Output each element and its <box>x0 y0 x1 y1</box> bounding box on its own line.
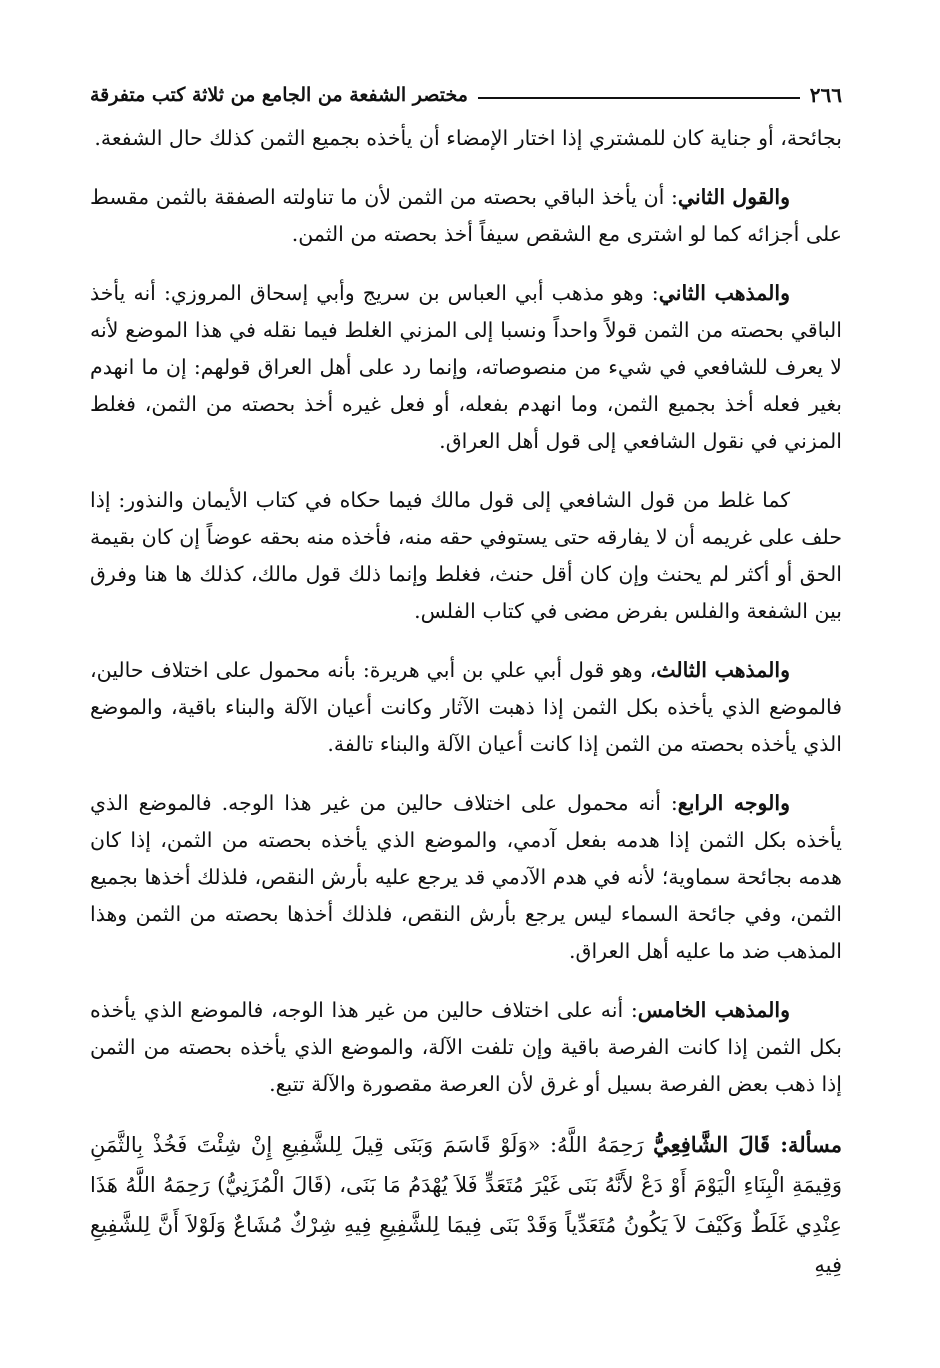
paragraph-heading: والمذهب الثاني <box>658 281 790 305</box>
paragraph-heading: والمذهب الخامس <box>637 998 790 1022</box>
paragraph-heading: مسألة: قَالَ الشَّافِعِيُّ <box>653 1132 842 1157</box>
paragraph-text: : أنه على اختلاف حالين من غير هذا الوجه، فالموضع الذي يأخذه بكل الثمن إذا كانت الفرصة باقية وإن تلفت الآلة، والموضع الذي يأخذه بحصته من الثمن إذا ذهب بعض الفرصة بسيل أو غرق لأن العرصة مقصورة والآلة تتبع. <box>90 998 842 1096</box>
paragraph-heading: والمذهب الثالث <box>656 658 790 682</box>
page-header <box>90 80 842 110</box>
paragraph-continuation <box>90 120 842 157</box>
header-rule <box>478 97 800 99</box>
paragraph-text: : وهو مذهب أبي العباس بن سريج وأبي إسحاق المروزي: أنه يأخذ الباقي بحصته من الثمن قولاً واحداً ونسبا إلى المزني الغلط فيما نقله في هذا الموضع لأنه لا يعرف للشافعي في شيء من منصوصاته، وإنما رد على أهل العراق قولهم: إن ما انهدم بغير فعله أخذ بجميع الثمن، وما انهدم بفعله، أو فعل غيره أخذ بحصته من الثمن، فغلط المزني في نقول الشافعي إلى قول أهل العراق. <box>90 281 842 453</box>
paragraph-heading: والوجه الرابع <box>677 791 790 815</box>
paragraph-text: ، وهو قول أبي علي بن أبي هريرة: بأنه محمول على اختلاف حالين، فالموضع الذي يأخذه بكل الثمن إذا ذهبت الآثار وكانت أعيان الآلة والبناء باقية، والموضع الذي يأخذه بحصته من الثمن إذا كانت أعيان الآلة والبناء تالفة. <box>90 658 842 756</box>
paragraph-fourth-view <box>90 785 842 970</box>
paragraph-heading: والقول الثاني <box>677 185 790 209</box>
paragraph-text: : أن يأخذ الباقي بحصته من الثمن لأن ما تناولته الصفقة بالثمن مقسط على أجزائه كما لو اشترى مع الشقص سيفاً أخذ بحصته من الثمن. <box>90 185 842 246</box>
paragraph-second-opinion <box>90 179 842 253</box>
paragraph-second-school <box>90 275 842 460</box>
paragraph-third-school <box>90 652 842 763</box>
paragraph-text: : أنه محمول على اختلاف حالين من غير هذا الوجه. فالموضع الذي يأخذه بكل الثمن إذا هدمه بفعل آدمي، والموضع الذي يأخذه بحصته من الثمن، إذا كان هدمه بجائحة سماوية؛ لأنه في هدم الآدمي قد يرجع عليه بأرش النقص، فلذلك أخذها بجميع الثمن، وفي جائحة السماء ليس يرجع بأرش النقص، فلذلك أخذها بحصته من الثمن وهذا المذهب ضد ما عليه أهل العراق. <box>90 791 842 963</box>
paragraph-text: كما غلط من قول الشافعي إلى قول مالك فيما حكاه في كتاب الأيمان والنذور: إذا حلف على غريمه أن لا يفارقه حتى يستوفي حقه منه، فأخذه منه بحقه عوضاً إن كان بقيمة الحق أو أكثر لم يحنث وإن كان أقل حنث، فغلط وإنما ذلك قول مالك، كذلك ها هنا وفرق بين الشفعة والفلس بفرض مضى في كتاب الفلس. <box>90 488 842 623</box>
paragraph-masala <box>90 1125 842 1285</box>
page-number: ٢٦٦ <box>809 83 842 107</box>
book-page <box>90 80 842 1307</box>
paragraph-text: رَحِمَهُ اللَّهُ: «وَلَوْ قَاسَمَ وَبَنَى قِيلَ لِلشَّفِيعِ إِنْ شِئْتَ فَخُذْ بِالثَّمَنِ وَقِيمَةِ الْبِنَاءِ الْيَوْمَ أَوْ دَعْ لأَنَّهُ بَنَى غَيْرَ مُتَعَدٍّ فَلاَ يُهْدَمُ مَا بَنَى، (قَالَ الْمُزَنِيُّ) رَحِمَهُ اللَّهُ هَذَا عِنْدِي غَلَطٌ وَكَيْفَ لاَ يَكُونُ مُتَعَدِّياً وَقَدْ بَنَى فِيمَا لِلشَّفِيعِ فِيهِ شِرْكٌ مُشَاعٌ وَلَوْلاَ أَنَّ لِلشَّفِيعِ فِيهِ <box>90 1133 842 1277</box>
paragraph-text: بجائحة، أو جناية كان للمشتري إذا اختار الإمضاء أن يأخذه بجميع الثمن كذلك حال الشفعة. <box>94 126 842 150</box>
running-title: مختصر الشفعة من الجامع من ثلاثة كتب متفرقة <box>90 84 468 106</box>
paragraph-fifth-school <box>90 992 842 1103</box>
paragraph-malik-comparison <box>90 482 842 630</box>
body-text <box>90 120 842 1285</box>
